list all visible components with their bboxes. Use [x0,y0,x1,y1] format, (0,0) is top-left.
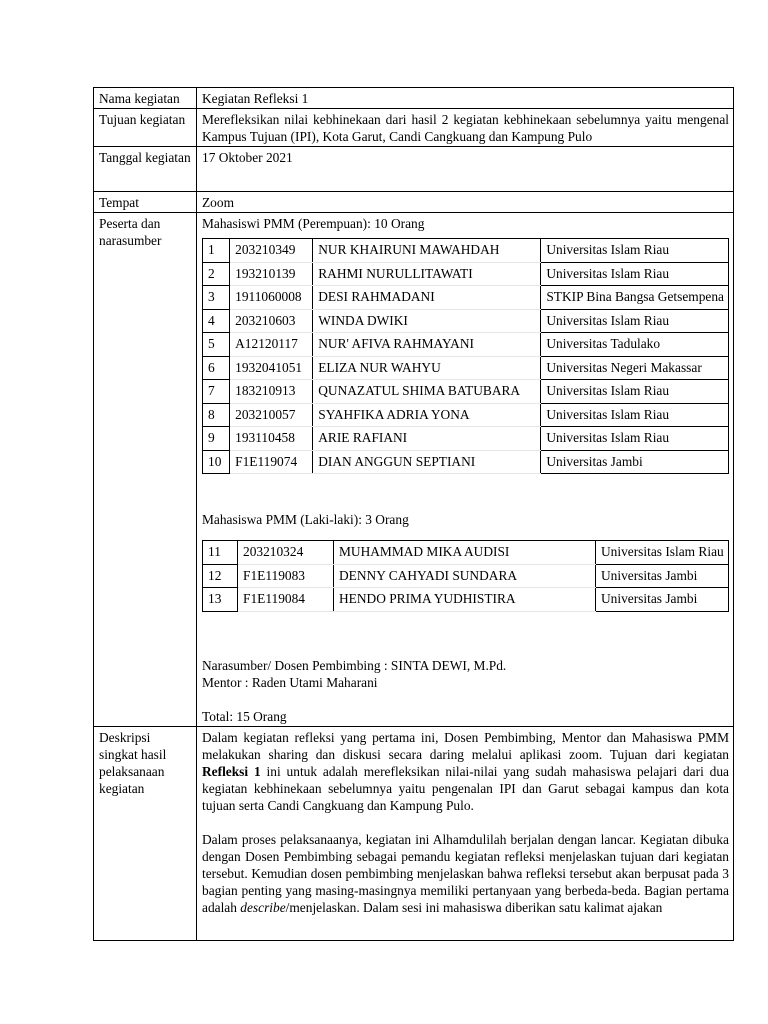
value-peserta [197,213,734,727]
participant-number: 8 [203,403,230,427]
participant-nim: 203210603 [230,309,313,333]
female-participants-list [202,238,729,474]
participant-name: QUNAZATUL SHIMA BATUBARA [313,380,541,404]
participant-name: DIAN ANGGUN SEPTIANI [313,450,541,474]
participant-university: Universitas Islam Riau [541,309,729,333]
row-tanggal-kegiatan [94,147,734,192]
participant-number: 12 [203,564,238,588]
participant-nim: F1E119084 [238,588,334,612]
row-tujuan-kegiatan [94,109,734,147]
male-participants-list [202,540,729,612]
participant-number: 9 [203,427,230,451]
refleksi-bold-term: Refleksi 1 [202,763,261,779]
participant-number: 10 [203,450,230,474]
mentor-line: Mentor : Raden Utami Maharani [202,674,378,690]
row-nama-kegiatan [94,88,734,109]
participant-name: DESI RAHMADANI [313,286,541,310]
label-tempat: Tempat [94,192,197,213]
participant-number: 13 [203,588,238,612]
label-tujuan-kegiatan: Tujuan kegiatan [94,109,197,147]
participant-nim: 193210139 [230,262,313,286]
participant-nim: 1932041051 [230,356,313,380]
participant-row [203,450,729,474]
participant-name: DENNY CAHYADI SUNDARA [334,564,596,588]
participant-name: NUR' AFIVA RAHMAYANI [313,333,541,357]
participant-number: 4 [203,309,230,333]
participant-university: STKIP Bina Bangsa Getsempena [541,286,729,310]
row-tempat [94,192,734,213]
participant-university: Universitas Jambi [596,588,729,612]
participant-nim: F1E119074 [230,450,313,474]
participant-row [203,403,729,427]
female-participants-header: Mahasiswi PMM (Perempuan): 10 Orang [202,216,425,231]
value-nama-kegiatan: Kegiatan Refleksi 1 [197,88,734,109]
participant-name: RAHMI NURULLITAWATI [313,262,541,286]
describe-italic-term: describe [240,899,286,915]
participant-nim: A12120117 [230,333,313,357]
male-participants-header: Mahasiswa PMM (Laki-laki): 3 Orang [202,512,409,527]
participant-number: 6 [203,356,230,380]
deskripsi-paragraph-1: Dalam kegiatan refleksi yang pertama ini, Dosen Pembimbing, Mentor dan Mahasiswa PMM melakukan sharing dan diskusi secara daring melalui aplikasi zoom. Tujuan dari kegiatan Refleksi 1 ini untuk adalah merefleksikan nilai-nilai yang sudah mahasiswa pelajari dari dua kegiatan kebhinekaan sebelumnya yaitu pengenalan IPI dan Garut sebagai kampus dan kota tujuan serta Candi Cangkuang dan Kampung Pulo. [202,729,729,813]
label-nama-kegiatan: Nama kegiatan [94,88,197,109]
row-peserta [94,213,734,727]
participant-row [203,588,729,612]
participant-name: WINDA DWIKI [313,309,541,333]
participant-row [203,380,729,404]
participant-number: 11 [203,541,238,565]
participant-nim: 203210324 [238,541,334,565]
label-tanggal-kegiatan: Tanggal kegiatan [94,147,197,192]
participant-university: Universitas Tadulako [541,333,729,357]
participant-name: HENDO PRIMA YUDHISTIRA [334,588,596,612]
activity-report-table [93,87,734,941]
participant-university: Universitas Jambi [541,450,729,474]
participant-number: 2 [203,262,230,286]
participant-name: SYAHFIKA ADRIA YONA [313,403,541,427]
participant-university: Universitas Islam Riau [541,380,729,404]
participant-row [203,309,729,333]
participant-university: Universitas Islam Riau [541,403,729,427]
participant-number: 3 [203,286,230,310]
participant-nim: 203210057 [230,403,313,427]
participant-row [203,262,729,286]
participant-row [203,356,729,380]
participant-university: Universitas Islam Riau [596,541,729,565]
participant-university: Universitas Negeri Makassar [541,356,729,380]
participant-row [203,427,729,451]
participant-name: NUR KHAIRUNI MAWAHDAH [313,239,541,263]
participant-name: MUHAMMAD MIKA AUDISI [334,541,596,565]
participant-nim: 183210913 [230,380,313,404]
participant-row [203,286,729,310]
participant-name: ELIZA NUR WAHYU [313,356,541,380]
deskripsi-paragraph-2: Dalam proses pelaksanaanya, kegiatan ini Alhamdulilah berjalan dengan lancar. Kegiatan dibuka dengan Dosen Pembimbing sebagai pemandu kegiatan refleksi menjelaskan tujuan dari kegiatan tersebut. Kemudian dosen pembimbing menjelaskan bahwa refleksi tersebut akan berpusat pada 3 bagian penting yang masing-masingnya memiliki pertanyaan yang berbeda-beda. Bagian pertama adalah describe/menjelaskan. Dalam sesi ini mahasiswa diberikan satu kalimat ajakan [202,831,729,915]
participant-university: Universitas Islam Riau [541,239,729,263]
participant-nim: 1911060008 [230,286,313,310]
narasumber-line: Narasumber/ Dosen Pembimbing : SINTA DEWI, M.Pd. [202,657,507,673]
value-tujuan-kegiatan: Merefleksikan nilai kebhinekaan dari hasil 2 kegiatan kebhinekaan sebelumnya yaitu mengenal Kampus Tujuan (IPI), Kota Garut, Candi Cangkuang dan Kampung Pulo [197,109,734,147]
participant-nim: F1E119083 [238,564,334,588]
participant-number: 7 [203,380,230,404]
value-deskripsi [197,726,734,940]
row-deskripsi [94,726,734,940]
participant-row [203,239,729,263]
participant-row [203,541,729,565]
participant-university: Universitas Jambi [596,564,729,588]
participant-nim: 193110458 [230,427,313,451]
participant-nim: 203210349 [230,239,313,263]
participant-number: 1 [203,239,230,263]
participant-name: ARIE RAFIANI [313,427,541,451]
label-deskripsi: Deskripsi singkat hasil pelaksanaan kegiatan [94,726,197,940]
participant-university: Universitas Islam Riau [541,427,729,451]
participant-row [203,333,729,357]
value-tanggal-kegiatan: 17 Oktober 2021 [197,147,734,192]
total-line: Total: 15 Orang [202,708,287,724]
value-tempat: Zoom [197,192,734,213]
participant-row [203,564,729,588]
label-peserta: Peserta dan narasumber [94,213,197,727]
participant-number: 5 [203,333,230,357]
participant-university: Universitas Islam Riau [541,262,729,286]
